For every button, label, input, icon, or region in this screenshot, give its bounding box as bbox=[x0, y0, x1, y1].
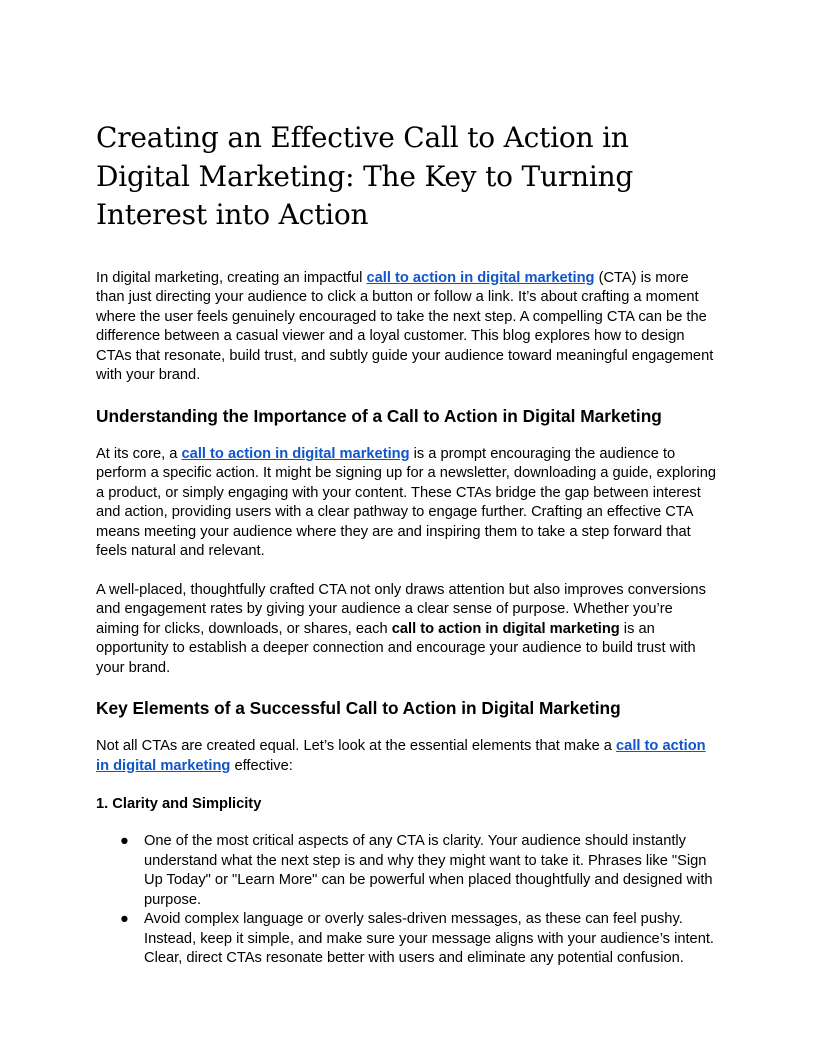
bullet-icon: ● bbox=[120, 833, 129, 849]
section2-paragraph-1 bbox=[96, 737, 720, 776]
section1-heading: Understanding the Importance of a Call to Action in Digital Marketing bbox=[96, 405, 662, 426]
section1-paragraph-2 bbox=[96, 581, 720, 679]
list-item bbox=[120, 832, 720, 910]
intro-cta-link[interactable]: call to action in digital marketing bbox=[366, 269, 595, 286]
document-title: Creating an Effective Call to Action in Digital Marketing: The Key to Turning Interest into Action bbox=[96, 121, 634, 231]
list-item bbox=[120, 910, 720, 969]
section2-heading: Key Elements of a Successful Call to Action in Digital Marketing bbox=[96, 698, 621, 718]
section2-p1-text-after: effective: bbox=[230, 757, 293, 774]
intro-text-before: In digital marketing, creating an impactful bbox=[96, 269, 367, 286]
section2-p1-text-before: Not all CTAs are created equal. Let’s look at the essential elements that make a bbox=[96, 738, 617, 754]
subsection-heading-clarity: 1. Clarity and Simplicity bbox=[96, 796, 262, 812]
section1-p1-text-before: At its core, a bbox=[96, 445, 182, 462]
bullet-icon: ● bbox=[120, 911, 129, 927]
section1-cta-link[interactable]: call to action in digital marketing bbox=[181, 445, 410, 462]
section1-p1-text-after: is a prompt encouraging the audience to perform a specific action. It might be signing up for a newsletter, downloading a guide, exploring a product, or simply engaging with your content. These CTAs bridge the gap between interest and action, providing users with a clear pathway to engage further. Crafting an effective CTA means meeting your audience where they are and inspiring them to take a step forward that feels natural and relevant. bbox=[96, 445, 716, 559]
intro-text-after: (CTA) is more than just directing your audience to click a button or follow a link. It’s about crafting a moment where the user feels genuinely encouraged to take the next step. A compelling CTA can be the difference between a casual viewer and a loyal customer. This blog explores how to design CTAs that resonate, build trust, and subtly guide your audience toward meaningful engagement with your brand. bbox=[96, 269, 714, 383]
section1-p2-text-before: A well-placed, thoughtfully crafted CTA not only draws attention but also improves conversions and engagement rates by giving your audience a clear sense of purpose. Whether you’re aiming for clicks, downloads, or shares, each bbox=[96, 581, 706, 637]
section1-p2-text-after: is an opportunity to establish a deeper connection and encourage your audience to build trust with your brand. bbox=[96, 620, 696, 676]
clarity-bullet-list bbox=[96, 832, 720, 969]
section1-paragraph-1 bbox=[96, 445, 720, 562]
list-item-text: One of the most critical aspects of any CTA is clarity. Your audience should instantly understand what the next step is and why they might want to take it. Phrases like "Sign Up Today" or "Learn More" can be powerful when placed thoughtfully and designed with purpose. bbox=[144, 833, 713, 908]
section1-p2-bold-phrase: call to action in digital marketing bbox=[391, 620, 620, 637]
section2-cta-link[interactable]: call to action in digital marketing bbox=[96, 738, 706, 774]
list-item-text: Avoid complex language or overly sales-driven messages, as these can feel pushy. Instead, keep it simple, and make sure your message aligns with your audience’s intent. Clear, direct CTAs resonate better with users and eliminate any potential confusion. bbox=[144, 911, 715, 966]
intro-paragraph bbox=[96, 269, 720, 386]
